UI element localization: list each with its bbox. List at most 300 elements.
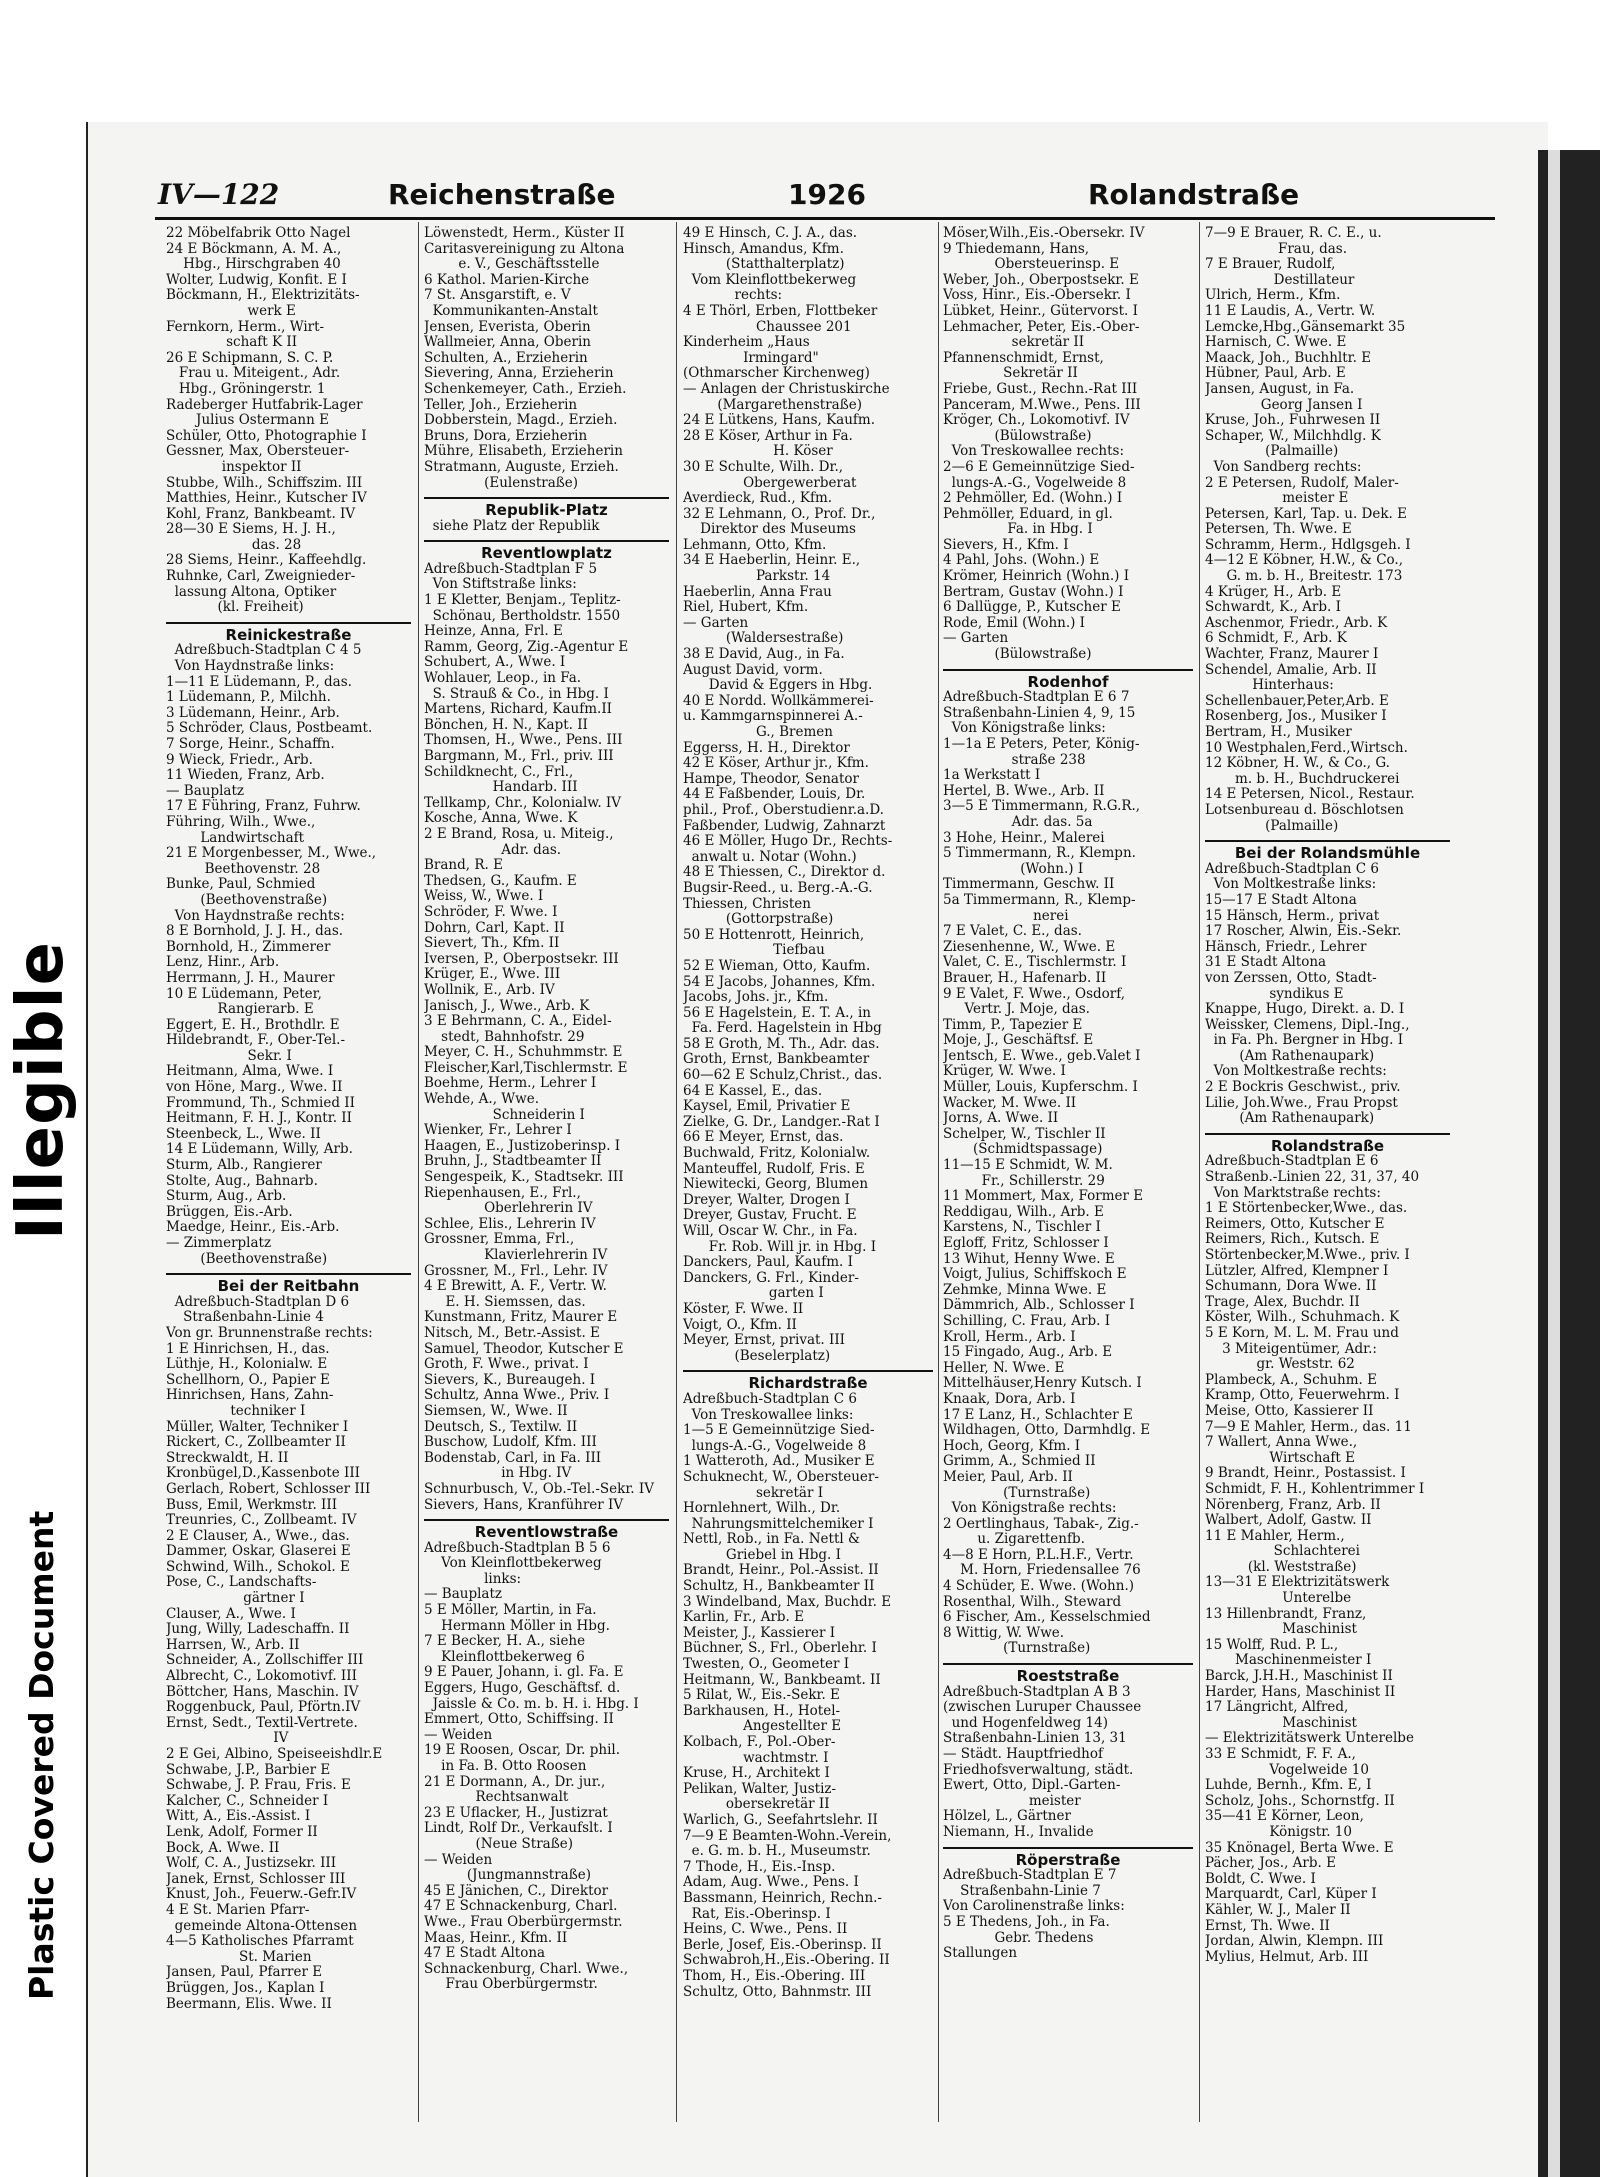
directory-entry: Thomsen, H., Wwe., Pens. III	[424, 733, 623, 749]
directory-entry: (zwischen Luruper Chaussee	[943, 1700, 1142, 1716]
directory-entry: sekretär II	[943, 335, 1085, 351]
directory-entry: (Turnstraße)	[943, 1485, 1091, 1501]
directory-entry: Valet, C. E., Tischlermstr. I	[943, 955, 1127, 971]
directory-entry: Groth, Ernst, Bankbeamter	[683, 1052, 870, 1068]
directory-entry: Kroll, Herm., Arb. I	[943, 1329, 1076, 1345]
directory-entry: Averdieck, Rud., Kfm.	[683, 491, 833, 507]
directory-entry: Janisch, J., Wwe., Arb. K	[424, 998, 590, 1014]
directory-entry: Dammer, Oskar, Glaserei E	[166, 1544, 351, 1560]
directory-entry: Handarb. III	[424, 780, 578, 796]
directory-entry: 3—5 E Timmermann, R.G.R.,	[943, 799, 1141, 815]
directory-entry: Marquardt, Carl, Küper I	[1205, 1887, 1377, 1903]
directory-entry: 6 Kathol. Marien-Kirche	[424, 272, 590, 288]
directory-entry: 7—9 E Beamten-Wohn.-Verein,	[683, 1828, 892, 1844]
directory-entry: 1 E Kletter, Benjam., Teplitz-	[424, 593, 621, 609]
directory-entry: Führing, Wilh., Wwe.,	[166, 814, 316, 830]
directory-entry: Vertr. J. Moje, das.	[943, 1002, 1090, 1018]
directory-entry: Nörenberg, Franz, Arb. II	[1205, 1497, 1381, 1513]
directory-entry: 1 Lüdemann, P., Milchh.	[166, 690, 331, 706]
directory-entry: 9 E Valet, F. Wwe., Osdorf,	[943, 986, 1126, 1002]
directory-entry: Köster, Wilh., Schuhmach. K	[1205, 1310, 1400, 1326]
directory-entry: Straßenbahn-Linie 4	[166, 1310, 324, 1326]
directory-entry: (Waldersestraße)	[683, 631, 844, 647]
directory-entry: Chaussee 201	[683, 319, 852, 335]
directory-entry: 1—1a E Peters, Peter, König-	[943, 737, 1140, 752]
directory-entry: Ziesenhenne, W., Wwe. E	[943, 939, 1116, 955]
directory-entry: Aschenmor, Friedr., Arb. K	[1205, 615, 1388, 631]
directory-entry: in Fa. B. Otto Roosen	[424, 1759, 587, 1774]
directory-entry: Groth, F. Wwe., privat. I	[424, 1357, 589, 1373]
directory-entry: Moje, J., Geschäftsf. E	[943, 1033, 1094, 1049]
header-rule	[155, 217, 1495, 220]
directory-entry: 21 E Dormann, A., Dr. jur.,	[424, 1774, 606, 1790]
directory-entry: Clauser, A., Wwe. I	[166, 1606, 296, 1622]
directory-entry: Meier, Paul, Arb. II	[943, 1469, 1073, 1485]
directory-entry: (Othmarscher Kirchenweg)	[683, 366, 870, 382]
directory-entry: Eggerss, H. H., Direktor	[683, 740, 850, 756]
directory-entry: Sekr. I	[166, 1048, 292, 1064]
directory-entry: 23 E Uflacker, H., Justizrat	[424, 1805, 608, 1821]
directory-entry: Jorns, A. Wwe. II	[943, 1111, 1059, 1127]
directory-entry: 5a Timmermann, R., Klemp-	[943, 892, 1136, 908]
directory-entry: Hermann Möller in Hbg.	[424, 1618, 610, 1634]
directory-entry: 11 E Mahler, Herm.,	[1205, 1528, 1345, 1544]
directory-entry: 9 Wieck, Friedr., Arb.	[166, 752, 313, 768]
directory-entry: Schnurbusch, V., Ob.-Tel.-Sekr. IV	[424, 1481, 654, 1497]
directory-entry: E. H. Siemssen, das.	[424, 1294, 586, 1310]
directory-entry: Voigt, Julius, Schiffskoch E	[943, 1267, 1127, 1283]
directory-entry: Beethovenstr. 28	[166, 861, 321, 877]
directory-entry: Karlin, Fr., Arb. E	[683, 1610, 804, 1626]
directory-entry: Heitmann, W., Bankbeamt. II	[683, 1672, 881, 1688]
directory-entry: Kleinflottbekerweg 6	[424, 1649, 585, 1665]
directory-entry: 7 E Becker, H. A., siehe	[424, 1634, 586, 1650]
directory-entry: 5 E Möller, Martin, in Fa.	[424, 1603, 597, 1619]
directory-entry: 7 Sorge, Heinr., Schaffn.	[166, 737, 335, 752]
directory-entry: Lilie, Joh.Wwe., Frau Propst	[1205, 1095, 1398, 1111]
directory-entry: Schlachterei	[1205, 1544, 1360, 1560]
column-divider	[1199, 222, 1200, 2122]
directory-entry: Hölzel, L., Gärtner	[943, 1809, 1071, 1825]
directory-entry: Heller, N. Wwe. E	[943, 1360, 1065, 1376]
directory-entry: (kl. Weststraße)	[1205, 1559, 1357, 1575]
directory-entry: Rode, Emil (Wohn.) I	[943, 615, 1086, 631]
directory-entry: Lemcke,Hbg.,Gänsemarkt 35	[1205, 319, 1406, 335]
directory-entry: Maschinist	[1205, 1715, 1357, 1731]
directory-entry: 24 E Lütkens, Hans, Kaufm.	[683, 413, 876, 429]
directory-entry: Störtenbecker,M.Wwe., priv. I	[1205, 1248, 1410, 1263]
directory-entry: Schendel, Amalie, Arb. II	[1205, 662, 1377, 678]
directory-entry: 4 E St. Marien Pfarr-	[166, 1902, 310, 1918]
directory-entry: Lützler, Alfred, Klempner I	[1205, 1263, 1389, 1279]
directory-entry: Kramp, Otto, Feuerwehrm. I	[1205, 1388, 1400, 1404]
directory-entry: H. Köser	[683, 444, 833, 460]
directory-entry: Von Moltkestraße links:	[1205, 877, 1377, 893]
directory-entry: — Weiden	[424, 1727, 493, 1743]
directory-entry: 4 Pahl, Johs. (Wohn.) E	[943, 553, 1100, 569]
directory-entry: Schönau, Bertholdstr. 1550	[424, 608, 621, 624]
directory-entry: 38 E David, Aug., in Fa.	[683, 647, 845, 663]
directory-entry: anwalt u. Notar (Wohn.)	[683, 849, 857, 865]
directory-entry: Berle, Josef, Eis.-Oberinsp. II	[683, 1937, 882, 1953]
directory-entry: Harnisch, C. Wwe. E	[1205, 335, 1347, 351]
directory-entry: Fa. in Hbg. I	[943, 522, 1093, 538]
directory-entry: (Palmaille)	[1205, 818, 1339, 834]
directory-entry: Pehmöller, Eduard, in gl.	[943, 506, 1113, 522]
directory-entry: Adreßbuch-Stadtplan E 6	[1205, 1154, 1379, 1170]
directory-entry: Von Marktstraße rechts:	[1205, 1185, 1381, 1201]
directory-entry: Kruse, Joh., Fuhrwesen II	[1205, 413, 1381, 429]
directory-entry: Buss, Emil, Werkmstr. III	[166, 1497, 338, 1513]
directory-entry: 17 E Führing, Franz, Fuhrw.	[166, 799, 361, 815]
directory-entry: Von Königstraße rechts:	[943, 1501, 1117, 1517]
directory-entry: Schelper, W., Tischler II	[943, 1126, 1106, 1142]
directory-entry: 7 E Brauer, Rudolf,	[1205, 257, 1336, 273]
directory-entry: schaft K II	[166, 335, 298, 351]
directory-entry: Wienker, Fr., Lehrer I	[424, 1123, 572, 1139]
directory-entry: von Höne, Marg., Wwe. II	[166, 1080, 343, 1096]
directory-entry: Adr. das. 5a	[943, 814, 1093, 830]
directory-entry: Von Haydnstraße links:	[166, 659, 335, 675]
directory-entry: Von Haydnstraße rechts:	[166, 908, 345, 924]
directory-entry: Kohl, Franz, Bankbeamt. IV	[166, 506, 356, 522]
directory-entry: Fa. Ferd. Hagelstein in Hbg	[683, 1021, 882, 1037]
directory-entry: Adreßbuch-Stadtplan C 6	[1205, 861, 1379, 877]
directory-entry: u. Kammgarnspinnerei A.-	[683, 709, 863, 725]
directory-entry: Hildebrandt, F., Ober-Tel.-	[166, 1033, 346, 1049]
illegible-label: Illegible	[4, 941, 78, 1240]
directory-entry: Fleischer,Karl,Tischlermstr. E	[424, 1060, 628, 1076]
directory-entry: e. G. m. b. H., Museumstr.	[683, 1844, 871, 1860]
directory-entry: Müller, Walter, Techniker I	[166, 1419, 349, 1435]
directory-entry: Adreßbuch-Stadtplan B 5 6	[424, 1540, 611, 1556]
directory-entry: (Turnstraße)	[943, 1641, 1091, 1657]
directory-entry: Ruhnke, Carl, Zweignieder-	[166, 569, 356, 585]
directory-entry: Friedhofsverwaltung, städt.	[943, 1762, 1134, 1778]
directory-entry: 60—62 E Schulz,Christ., das.	[683, 1068, 883, 1084]
directory-entry: lungs-A.-G., Vogelweide 8	[943, 475, 1127, 491]
directory-entry: Angestellter E	[683, 1719, 842, 1735]
directory-entry: Pose, C., Landschafts-	[166, 1575, 317, 1591]
directory-entry: — Elektrizitätswerk Unterelbe	[1205, 1731, 1414, 1747]
directory-entry: Martens, Richard, Kaufm.II	[424, 702, 612, 718]
directory-entry: — Garten	[683, 615, 749, 631]
directory-entry: Dreyer, Walter, Drogen I	[683, 1192, 850, 1208]
directory-entry: Schwardt, K., Arb. I	[1205, 600, 1341, 616]
directory-entry: Hoch, Georg, Kfm. I	[943, 1438, 1081, 1454]
directory-entry: Vogelweide 10	[1205, 1762, 1369, 1778]
directory-entry: Brauer, H., Hafenarb. II	[943, 970, 1107, 986]
directory-entry: 11 Wieden, Franz, Arb.	[166, 768, 325, 784]
directory-entry: Meister, J., Kassierer I	[683, 1625, 836, 1641]
directory-entry: (Gottorpstraße)	[683, 912, 834, 928]
directory-entry: Nitsch, M., Betr.-Assist. E	[424, 1325, 600, 1341]
directory-entry: Wolter, Ludwig, Konfit. E I	[166, 272, 347, 288]
column-3	[683, 226, 933, 2126]
directory-entry: Knaak, Dora, Arb. I	[943, 1391, 1076, 1407]
directory-entry: 4—8 E Horn, P.L.H.F., Vertr.	[943, 1547, 1134, 1563]
directory-entry: Wehde, A., Wwe.	[424, 1092, 540, 1108]
directory-entry: m. b. H., Buchdruckerei	[1205, 771, 1400, 787]
directory-entry: Schenkemeyer, Cath., Erzieh.	[424, 381, 627, 397]
directory-entry: 46 E Möller, Hugo Dr., Rechts-	[683, 834, 893, 850]
street-heading: Reventlowplatz	[424, 540, 669, 562]
directory-entry: Fr. Rob. Will jr. in Hbg. I	[683, 1239, 877, 1255]
directory-entry: Schultz, H., Bankbeamter II	[683, 1579, 875, 1595]
directory-entry: Löwenstedt, Herm., Küster II	[424, 226, 625, 241]
directory-entry: (Palmaille)	[1205, 444, 1339, 460]
directory-entry: 2—6 E Gemeinnützige Sied-	[943, 459, 1135, 475]
directory-entry: Egloff, Fritz, Schlosser I	[943, 1236, 1109, 1251]
directory-entry: 32 E Lehmann, O., Prof. Dr.,	[683, 506, 876, 522]
directory-entry: Böckmann, H., Elektrizitäts-	[166, 288, 360, 304]
directory-entry: David & Eggers in Hbg.	[683, 678, 873, 694]
column-divider	[418, 222, 419, 2122]
directory-entry: gärtner I	[166, 1591, 305, 1607]
directory-entry: Jansen, Paul, Pfarrer E	[166, 1965, 323, 1981]
directory-entry: Schaper, W., Milchhdlg. K	[1205, 428, 1381, 444]
directory-entry: 15—17 E Stadt Altona	[1205, 892, 1357, 908]
directory-entry: Sievert, Th., Kfm. II	[424, 936, 560, 952]
directory-entry: 5 Schröder, Claus, Postbeamt.	[166, 721, 373, 737]
directory-entry: Kalcher, C., Schneider I	[166, 1793, 329, 1809]
directory-entry: Dämmrich, Alb., Schlosser I	[943, 1298, 1135, 1314]
directory-entry: (Beselerplatz)	[683, 1348, 831, 1364]
directory-entry: Bruns, Dora, Erzieherin	[424, 428, 588, 444]
directory-entry: Griebel in Hbg. I	[683, 1547, 841, 1563]
directory-entry: Müller, Louis, Kupferschm. I	[943, 1080, 1138, 1096]
directory-entry: Schellhorn, O., Papier E	[166, 1372, 330, 1388]
page-number: IV—122	[158, 178, 280, 211]
directory-entry: 6 Fischer, Am., Kesselschmied	[943, 1610, 1151, 1626]
directory-entry: Von Carolinenstraße links:	[943, 1899, 1125, 1915]
directory-entry: Landwirtschaft	[166, 830, 305, 846]
directory-entry: Frommund, Th., Schmied II	[166, 1095, 355, 1111]
directory-entry: Schwabroh,H.,Eis.-Obering. II	[683, 1953, 890, 1969]
directory-entry: 7—9 E Brauer, R. C. E., u.	[1205, 226, 1382, 241]
directory-entry: Reimers, Otto, Kutscher E	[1205, 1216, 1385, 1232]
directory-entry: Treunries, C., Zollbeamt. IV	[166, 1513, 357, 1529]
directory-entry: Lehmann, Otto, Kfm.	[683, 537, 827, 553]
directory-entry: (Beethovenstraße)	[166, 1251, 328, 1267]
directory-entry: Stallungen	[943, 1946, 1018, 1962]
directory-entry: 12 Köbner, H. W., & Co., G.	[1205, 756, 1390, 772]
directory-entry: Danckers, Paul, Kaufm. I	[683, 1255, 853, 1271]
directory-entry: 19 E Roosen, Oscar, Dr. phil.	[424, 1743, 621, 1759]
directory-entry: Sievers, Hans, Kranführer IV	[424, 1497, 624, 1513]
directory-entry: Obergewerberat	[683, 475, 857, 491]
directory-entry: Ernst, Th. Wwe. II	[1205, 1918, 1330, 1934]
directory-entry: Bertram, Gustav (Wohn.) I	[943, 584, 1124, 600]
directory-entry: Schmidt, F. H., Kohlentrimmer I	[1205, 1481, 1425, 1497]
directory-entry: 26 E Schipmann, S. C. P.	[166, 350, 334, 366]
directory-entry: 7 Wallert, Anna Wwe.,	[1205, 1435, 1358, 1451]
directory-entry: Kruse, H., Architekt I	[683, 1766, 830, 1782]
directory-entry: obersekretär II	[683, 1797, 830, 1813]
directory-entry: Deutsch, S., Textilw. II	[424, 1419, 578, 1435]
directory-entry: Ulrich, Herm., Kfm.	[1205, 288, 1341, 304]
directory-entry: 17 E Lanz, H., Schlachter E	[943, 1407, 1133, 1423]
directory-entry: 35—41 E Körner, Leon,	[1205, 1809, 1364, 1825]
directory-entry: Irmingard"	[683, 350, 819, 366]
directory-entry: Schlee, Elis., Lehrerin IV	[424, 1216, 596, 1232]
directory-entry: Parkstr. 14	[683, 569, 831, 585]
directory-entry: Brüggen, Jos., Kaplan I	[166, 1980, 325, 1996]
directory-entry: Jordan, Alwin, Klempn. III	[1205, 1934, 1384, 1950]
directory-entry: Beermann, Elis. Wwe. II	[166, 1996, 332, 2012]
directory-entry: Bruhn, J., Stadtbeamter II	[424, 1154, 602, 1170]
directory-entry: Sekretär II	[943, 366, 1078, 382]
directory-entry: Riel, Hubert, Kfm.	[683, 600, 809, 616]
directory-entry: (Jungmannstraße)	[424, 1868, 591, 1884]
directory-entry: Dohrn, Carl, Kapt. II	[424, 920, 565, 936]
directory-entry: 9 Brandt, Heinr., Postassist. I	[1205, 1466, 1406, 1482]
directory-entry: Weber, Joh., Oberpostsekr. E	[943, 272, 1139, 288]
directory-entry: Tellkamp, Chr., Kolonialw. IV	[424, 795, 621, 811]
directory-entry: Schnackenburg, Charl. Wwe.,	[424, 1961, 629, 1977]
directory-entry: Von Kleinflottbekerweg	[424, 1556, 602, 1572]
directory-entry: 56 E Hagelstein, E. T. A., in	[683, 1005, 871, 1021]
directory-entry: Fernkorn, Herm., Wirt-	[166, 319, 325, 335]
directory-entry: Timm, P., Tapezier E	[943, 1017, 1083, 1033]
directory-entry: 5 E Thedens, Joh., in Fa.	[943, 1914, 1110, 1930]
directory-entry: Mittelhäuser,Henry Kutsch. I	[943, 1376, 1142, 1392]
directory-entry: 1 E Hinrichsen, H., das.	[166, 1341, 330, 1357]
page-header	[158, 178, 1488, 218]
directory-entry: Timmermann, Geschw. II	[943, 877, 1115, 893]
directory-entry: Hinsch, Amandus, Kfm.	[683, 241, 844, 257]
directory-entry: 15 Fingado, Aug., Arb. E	[943, 1345, 1113, 1361]
directory-entry: M. Horn, Friedensallee 76	[943, 1563, 1141, 1579]
directory-entry: gemeinde Altona-Ottensen	[166, 1918, 358, 1934]
directory-entry: Möser,Wilh.,Eis.-Obersekr. IV	[943, 226, 1145, 241]
directory-entry: 33 E Schmidt, F. F. A.,	[1205, 1747, 1356, 1762]
directory-entry: Brandt, Heinr., Pol.-Assist. II	[683, 1563, 879, 1579]
directory-entry: Fr., Schillerstr. 29	[943, 1173, 1105, 1189]
directory-entry: 2 E Clauser, A., Wwe., das.	[166, 1528, 350, 1544]
directory-entry: sekretär I	[683, 1485, 824, 1501]
directory-entry: Kähler, W. J., Maler II	[1205, 1902, 1351, 1918]
directory-entry: Jaissle & Co. m. b. H. i. Hbg. I	[424, 1696, 639, 1712]
directory-entry: werk E	[166, 303, 296, 319]
directory-entry: 2 Pehmöller, Ed. (Wohn.) I	[943, 491, 1123, 507]
directory-entry: Thiessen, Christen	[683, 896, 811, 912]
directory-entry: Heitmann, F. H. J., Kontr. II	[166, 1111, 352, 1127]
directory-entry: Streckwaldt, H. II	[166, 1450, 289, 1466]
directory-entry: Lüthje, H., Kolonialw. E	[166, 1357, 328, 1373]
directory-entry: Samuel, Theodor, Kutscher E	[424, 1341, 624, 1357]
directory-entry: Schilling, C. Frau, Arb. I	[943, 1313, 1111, 1329]
directory-entry: Maack, Joh., Buchhltr. E	[1205, 350, 1372, 366]
directory-entry: 13 Wihut, Henny Wwe. E	[943, 1251, 1115, 1267]
directory-entry: Frau Oberbürgermstr.	[424, 1977, 598, 1993]
directory-entry: Von Moltkestraße rechts:	[1205, 1064, 1387, 1080]
directory-entry: 7—9 E Mahler, Herm., das. 11	[1205, 1419, 1412, 1435]
street-heading: Rodenhof	[943, 669, 1193, 691]
directory-entry: Bunke, Paul, Schmied	[166, 877, 316, 893]
directory-entry: (Wohn.) I	[943, 861, 1084, 877]
directory-entry: Schneider, A., Zollschiffer III	[166, 1653, 364, 1669]
directory-entry: Scholz, Johs., Schornstfg. II	[1205, 1793, 1395, 1809]
directory-entry: Jacobs, Johs. jr., Kfm.	[683, 990, 829, 1006]
directory-entry: Krüger, W. Wwe. I	[943, 1064, 1066, 1080]
directory-entry: Eggert, E. H., Brothdlr. E	[166, 1017, 340, 1033]
directory-entry: Krömer, Heinrich (Wohn.) I	[943, 569, 1130, 585]
directory-entry: von Zerssen, Otto, Stadt-	[1205, 970, 1377, 986]
directory-entry: Grossner, M., Frl., Lehr. IV	[424, 1263, 608, 1279]
directory-entry: Zehmke, Minna Wwe. E	[943, 1282, 1107, 1298]
directory-entry: Emmert, Otto, Schiffsing. II	[424, 1712, 614, 1728]
street-heading: Röperstraße	[943, 1847, 1193, 1869]
directory-entry: Rat, Eis.-Oberinsp. I	[683, 1906, 831, 1922]
directory-entry: 10 E Lüdemann, Peter,	[166, 986, 322, 1002]
directory-entry: 40 E Nordd. Wollkämmerei-	[683, 693, 874, 709]
directory-entry: 4—5 Katholisches Pfarramt	[166, 1934, 354, 1950]
directory-entry: 44 E Faßbender, Louis, Dr.	[683, 787, 866, 803]
directory-entry: Heins, C. Wwe., Pens. II	[683, 1922, 848, 1938]
column-divider	[676, 222, 677, 2122]
directory-entry: Kosche, Anna, Wwe. K	[424, 811, 578, 827]
directory-entry: Von Stiftstraße links:	[424, 577, 577, 593]
directory-entry: Maedge, Heinr., Eis.-Arb.	[166, 1220, 340, 1236]
directory-entry: 11 E Laudis, A., Vertr. W.	[1205, 303, 1376, 319]
directory-entry: 5 Rilat, W., Eis.-Sekr. E	[683, 1688, 840, 1704]
directory-entry: Harrsen, W., Arb. II	[166, 1637, 300, 1653]
directory-entry: 2 E Bockris Geschwist., priv.	[1205, 1080, 1401, 1096]
directory-entry: 2 E Gei, Albino, Speiseeishdlr.E	[166, 1747, 383, 1762]
directory-entry: Matthies, Heinr., Kutscher IV	[166, 491, 367, 507]
directory-entry: 1a Werkstatt I	[943, 768, 1041, 784]
directory-entry: 3 Hohe, Heinr., Malerei	[943, 830, 1105, 846]
directory-entry: Mühre, Elisabeth, Erzieherin	[424, 444, 623, 460]
directory-entry: techniker I	[166, 1403, 306, 1419]
directory-entry: 3 E Behrmann, C. A., Eidel-	[424, 1014, 612, 1030]
directory-entry: 4 E Thörl, Erben, Flottbeker	[683, 303, 878, 319]
directory-entry: (Schmidtspassage)	[943, 1142, 1103, 1158]
directory-entry: 2 E Petersen, Rudolf, Maler-	[1205, 475, 1399, 491]
directory-entry: Brand, R. E	[424, 858, 503, 874]
directory-entry: Wallmeier, Anna, Oberin	[424, 335, 591, 351]
directory-entry: Adreßbuch-Stadtplan C 4 5	[166, 643, 362, 659]
directory-entry: Bornhold, H., Zimmerer	[166, 939, 331, 955]
directory-entry: Meyer, C. H., Schuhmmstr. E	[424, 1045, 623, 1061]
directory-entry: Wacker, M. Wwe. II	[943, 1095, 1077, 1111]
directory-entry: Straßenb.-Linien 22, 31, 37, 40	[1205, 1170, 1420, 1186]
directory-entry: 48 E Thiessen, C., Direktor d.	[683, 865, 886, 881]
directory-entry: Eggers, Hugo, Geschäftsf. d.	[424, 1681, 621, 1697]
directory-entry: Lenk, Adolf, Former II	[166, 1824, 318, 1840]
directory-entry: u. Zigarettenfb.	[943, 1532, 1085, 1548]
directory-entry: 47 E Stadt Altona	[424, 1946, 546, 1962]
street-heading: Bei der Reitbahn	[166, 1273, 411, 1295]
directory-entry: in Fa. Ph. Bergner in Hbg. I	[1205, 1033, 1404, 1049]
directory-entry: 9 E Pauer, Johann, i. gl. Fa. E	[424, 1665, 624, 1681]
directory-entry: Knust, Joh., Feuerw.-Gefr.IV	[166, 1887, 357, 1903]
directory-entry: Buchwald, Fritz, Kolonialw.	[683, 1146, 871, 1162]
directory-entry: 50 E Hottenrott, Heinrich,	[683, 927, 865, 943]
directory-entry: Vom Kleinflottbekerweg	[683, 272, 857, 288]
directory-entry: 13—31 E Elektrizitätswerk	[1205, 1575, 1390, 1591]
directory-entry: 14 E Petersen, Nicol., Restaur.	[1205, 787, 1415, 803]
directory-entry: Dreyer, Gustav, Frucht. E	[683, 1208, 857, 1224]
directory-entry: Schwind, Wilh., Schokol. E	[166, 1559, 350, 1575]
directory-entry: Böttcher, Hans, Maschin. IV	[166, 1684, 359, 1700]
directory-entry: Büchner, S., Frl., Oberlehr. I	[683, 1641, 877, 1657]
directory-entry: Kommunikanten-Anstalt	[424, 303, 598, 319]
directory-entry: e. V., Geschäftsstelle	[424, 257, 600, 273]
directory-entry: (Bülowstraße)	[943, 428, 1092, 444]
directory-entry: 6 Dallügge, P., Kutscher E	[943, 600, 1121, 616]
